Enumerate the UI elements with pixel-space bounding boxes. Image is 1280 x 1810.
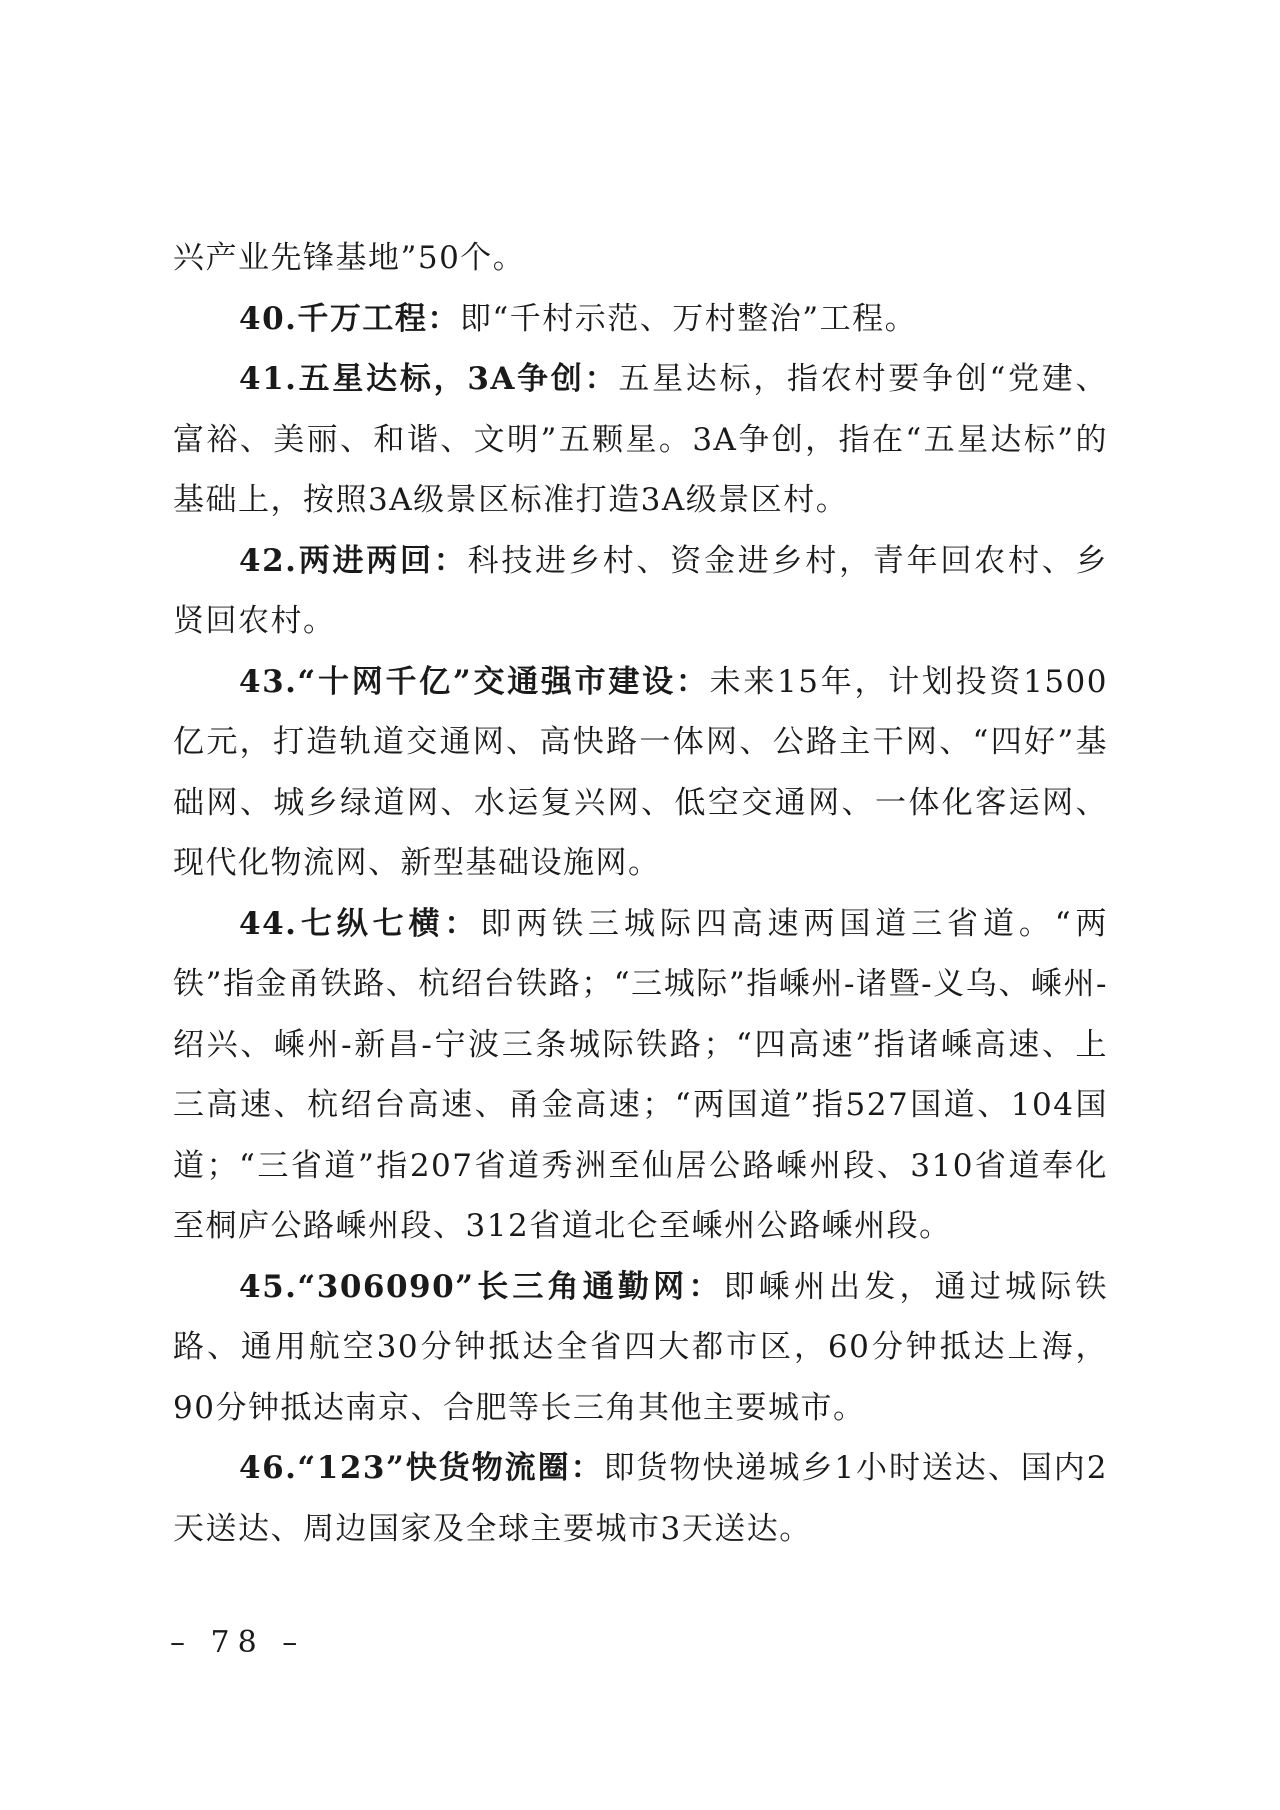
glossary-definition: 即货物快递城乡1小时送达、国内2天送达、周边国家及全球主要城市3天送达。 xyxy=(173,1450,1108,1547)
glossary-definition: 即“千村示范、万村整治”工程。 xyxy=(459,300,918,337)
glossary-definition: 科技进乡村、资金进乡村，青年回农村、乡贤回农村。 xyxy=(173,542,1108,639)
glossary-item-40 xyxy=(173,289,1108,350)
glossary-term: 42.两进两回： xyxy=(239,542,468,579)
glossary-term: 43.“十网千亿”交通强市建设： xyxy=(239,663,710,700)
glossary-term: 40.千万工程： xyxy=(239,300,460,337)
glossary-definition: 即嵊州出发，通过城际铁路、通用航空30分钟抵达全省四大都市区，60分钟抵达上海，90分钟抵达南京、合肥等长三角其他主要城市。 xyxy=(173,1268,1108,1426)
continuation-paragraph: 兴产业先锋基地”50个。 xyxy=(173,240,526,276)
glossary-item-41 xyxy=(173,349,1108,531)
glossary-item-43 xyxy=(173,652,1108,894)
glossary-term: 41.五星达标，3A争创： xyxy=(239,361,619,397)
glossary-item-42 xyxy=(173,531,1108,652)
glossary-term: 46.“123”快货物流圈： xyxy=(239,1450,604,1486)
document-body xyxy=(173,228,1108,1559)
glossary-definition: 未来15年，计划投资1500亿元，打造轨道交通网、高快路一体网、公路主干网、“四好”基础网、城乡绿道网、水运复兴网、低空交通网、一体化客运网、现代化物流网、新型基础设施网。 xyxy=(173,663,1109,881)
glossary-item-46 xyxy=(173,1438,1108,1559)
glossary-term: 44.七纵七横： xyxy=(239,905,481,942)
glossary-term: 45.“306090”长三角通勤网： xyxy=(239,1268,724,1305)
glossary-definition: 即两铁三城际四高速两国道三省道。“两铁”指金甬铁路、杭绍台铁路；“三城际”指嵊州-诸暨-义乌、嵊州-绍兴、嵊州-新昌-宁波三条城际铁路；“四高速”指诸嵊高速、上三高速、杭绍台高速、甬金高速；“两国道”指527国道、104国道；“三省道”指207省道秀洲至仙居公路嵊州段、310省道奉化至桐庐公路嵊州段、312省道北仑至嵊州公路嵊州段。 xyxy=(173,905,1108,1244)
glossary-item-45 xyxy=(173,1257,1108,1439)
glossary-definition: 五星达标，指农村要争创“党建、富裕、美丽、和谐、文明”五颗星。3A争创，指在“五星达标”的基础上，按照3A级景区标准打造3A级景区村。 xyxy=(173,361,1108,518)
page-number: – 78 – xyxy=(170,1625,306,1660)
glossary-item-44 xyxy=(173,894,1108,1257)
